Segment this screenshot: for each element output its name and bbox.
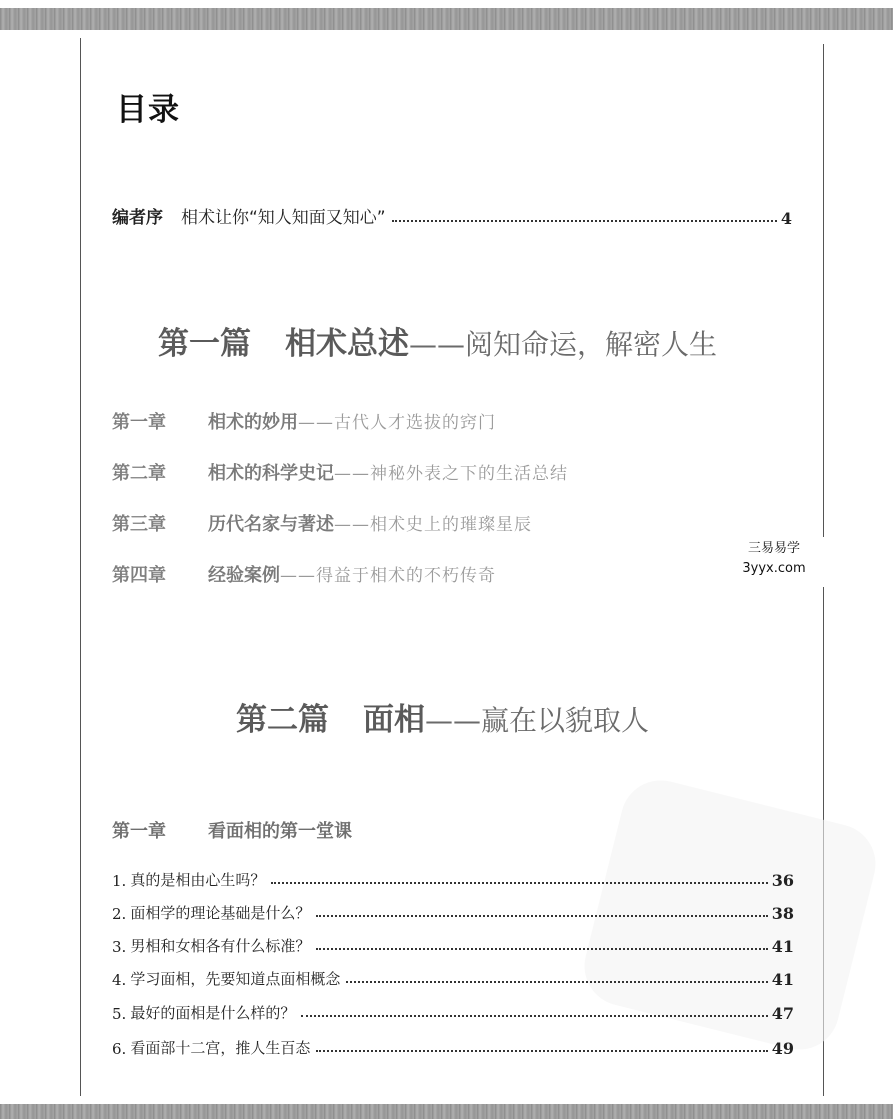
entry-number: 6. [112, 1040, 127, 1058]
chapter-subtitle: ——古代人才选拔的窍门 [298, 413, 496, 433]
site-watermark [724, 537, 824, 587]
preface-label: 编者序 [112, 208, 163, 228]
part2-subtitle: ——赢在以貌取人 [425, 704, 650, 737]
part1-chapter-3[interactable] [112, 510, 532, 536]
chapter-title: 经验案例 [208, 565, 280, 586]
chapter-number: 第二章 [112, 463, 166, 484]
chapter-title: 相术的妙用 [208, 412, 298, 433]
watermark-url: 3yyx.com [742, 561, 806, 576]
toc-entry[interactable] [112, 899, 794, 923]
part1-title: 相术总述 [285, 326, 409, 362]
dot-leader [316, 1050, 767, 1052]
entry-title: 真的是相由心生吗？ [130, 871, 266, 889]
preface-entry[interactable] [112, 202, 792, 228]
entry-title: 最好的面相是什么样的？ [130, 1004, 296, 1022]
part2-chapter-1[interactable] [112, 817, 352, 843]
toc-entry[interactable] [112, 932, 794, 956]
entry-number: 1. [112, 872, 127, 890]
toc-entry[interactable] [112, 999, 794, 1023]
dot-leader [271, 882, 767, 884]
toc-title: 目录 [116, 92, 180, 128]
entry-number: 3. [112, 938, 127, 956]
part1-heading [158, 318, 717, 363]
chapter-title: 历代名家与著述 [208, 514, 334, 535]
entry-page-number: 36 [771, 871, 794, 890]
scan-border-bottom [0, 1104, 893, 1119]
toc-entry[interactable] [112, 866, 794, 890]
entry-title: 学习面相，先要知道点面相概念 [130, 970, 341, 988]
chapter-number: 第一章 [112, 821, 166, 842]
part1-subtitle: ——阅知命运，解密人生 [409, 328, 718, 361]
part1-chapter-4[interactable] [112, 561, 496, 587]
entry-number: 5. [112, 1005, 127, 1023]
part1-number: 第一篇 [158, 326, 251, 362]
chapter-number: 第四章 [112, 565, 166, 586]
chapter-subtitle: ——神秘外表之下的生活总结 [334, 464, 568, 484]
dot-leader [392, 220, 777, 222]
chapter-number: 第三章 [112, 514, 166, 535]
entry-title: 男相和女相各有什么标准？ [130, 937, 311, 955]
part2-heading [236, 694, 649, 739]
chapter-subtitle: ——相术史上的璀璨星辰 [334, 515, 532, 535]
entry-page-number: 47 [771, 1004, 794, 1023]
preface-page-number: 4 [780, 209, 792, 228]
chapter-title: 看面相的第一堂课 [208, 821, 352, 842]
dot-leader [316, 948, 767, 950]
watermark-name: 三易易学 [747, 541, 800, 556]
page-left-rule [80, 38, 81, 1096]
part1-chapter-1[interactable] [112, 408, 496, 434]
chapter-title: 相术的科学史记 [208, 463, 334, 484]
entry-page-number: 38 [771, 904, 794, 923]
dot-leader [301, 1015, 767, 1017]
entry-title: 面相学的理论基础是什么？ [130, 904, 311, 922]
dot-leader [316, 915, 767, 917]
toc-entry[interactable] [112, 965, 794, 989]
part2-number: 第二篇 [236, 702, 329, 738]
dot-leader [346, 981, 767, 983]
entry-title: 看面部十二宫，推人生百态 [130, 1039, 311, 1057]
scan-border-top [0, 8, 893, 30]
chapter-subtitle: ——得益于相术的不朽传奇 [280, 566, 496, 586]
entry-page-number: 41 [771, 970, 794, 989]
entry-number: 4. [112, 971, 127, 989]
chapter-number: 第一章 [112, 412, 166, 433]
preface-title: 相术让你“知人知面又知心” [181, 208, 386, 228]
part1-chapter-2[interactable] [112, 459, 568, 485]
entry-page-number: 41 [771, 937, 794, 956]
entry-page-number: 49 [771, 1039, 794, 1058]
entry-number: 2. [112, 905, 127, 923]
part2-title: 面相 [363, 702, 425, 738]
toc-entry[interactable] [112, 1034, 794, 1058]
